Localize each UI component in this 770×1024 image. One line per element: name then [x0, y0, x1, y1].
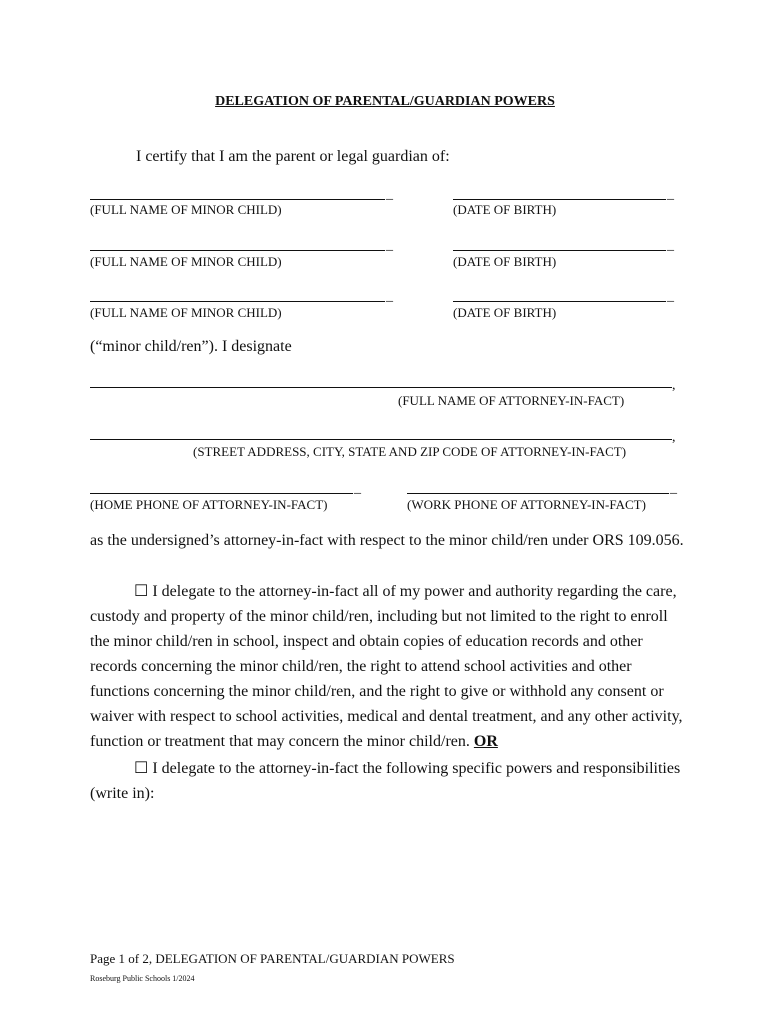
option-2-text: I delegate to the attorney-in-fact the following specific powers and responsibilities (write in): [90, 760, 681, 802]
child-2-dob-line[interactable] [453, 250, 666, 251]
child-3-dob-label: (DATE OF BIRTH) [453, 305, 557, 320]
attorney-address-label: (STREET ADDRESS, CITY, STATE AND ZIP CODE OF ATTORNEY-IN-FACT) [193, 444, 627, 459]
undersigned-paragraph: as the undersigned’s attorney-in-fact with respect to the minor child/ren under ORS 109.056. [90, 532, 684, 549]
document-page: DELEGATION OF PARENTAL/GUARDIAN POWERS I certify that I am the parent or legal guardian of: _ _ (FULL NAME OF MINOR CHILD) (DATE OF BIRTH) _ _ (FULL NAME OF MINOR CHILD) (DATE OF BIRTH) _ _ (FULL NAME OF MINOR CHILD) (DATE OF BIRTH) (“minor child/ren”). I designate , (FULL NAME OF ATTORNEY-IN-FACT) , (STREET ADDRESS, CITY, STATE AND ZIP CODE OF ATTORNEY-IN-FACT) _ _ (HOME PHONE OF ATTORNEY-IN-FACT) (WORK PHONE OF ATTORNEY-IN-FACT) as the undersigned’s attorney-in-fact with respect to the minor child/ren under ORS 109.056. ☐ I delegate to the attorney-in-fact all of my power and authority regarding the care, custody and property of the minor child/ren, including but not limited to the right to enroll the minor child/ren in school, inspect and obtain copies of education records and other records concerning the minor child/ren, the right to attend school activities and other functions concerning the minor child/ren, and the right to give or withhold any consent or waiver with respect to school activities, medical and dental treatment, and any other activity, function or treatment that may concern the minor child/ren. OR ☐ I delegate to the attorney-in-fact the following specific powers and responsibilities (write in): Page 1 of 2, DELEGATION OF PARENTAL/GUARDIAN POWERS Roseburg Public Schools 1/2024 [0, 0, 770, 1024]
revision-note: Roseburg Public Schools 1/2024 [90, 974, 195, 983]
child-1-name-line[interactable] [90, 199, 385, 200]
option-2-checkbox[interactable]: ☐ [134, 760, 149, 777]
child-3-dob-line[interactable] [453, 301, 666, 302]
child-1-dob-label: (DATE OF BIRTH) [453, 202, 557, 217]
attorney-name-label: (FULL NAME OF ATTORNEY-IN-FACT) [398, 393, 625, 408]
child-2-name-label: (FULL NAME OF MINOR CHILD) [90, 254, 282, 269]
attorney-address-line[interactable] [90, 439, 672, 440]
child-3-name-label: (FULL NAME OF MINOR CHILD) [90, 305, 282, 320]
work-phone-label: (WORK PHONE OF ATTORNEY-IN-FACT) [407, 497, 646, 512]
page-footer: Page 1 of 2, DELEGATION OF PARENTAL/GUARDIAN POWERS [90, 951, 455, 966]
option-1-text: I delegate to the attorney-in-fact all of my power and authority regarding the care, custody and property of the minor child/ren, including but not limited to the right to enroll the minor child/ren in school, inspect and obtain copies of education records and other records concerning the minor child/ren, the right to attend school activities and other functions concerning the minor child/ren, and the right to give or withhold any consent or waiver with respect to school activities, medical and dental treatment, and any other activity, function or treatment that may concern the minor child/ren. [90, 583, 683, 750]
option-1-checkbox[interactable]: ☐ [134, 583, 149, 600]
designate-statement: (“minor child/ren”). I designate [90, 338, 292, 355]
child-3-name-line[interactable] [90, 301, 385, 302]
option-1-paragraph [90, 579, 690, 754]
option-2-paragraph [90, 756, 690, 806]
attorney-name-line[interactable] [90, 387, 672, 388]
child-2-dob-label: (DATE OF BIRTH) [453, 254, 557, 269]
page-title: DELEGATION OF PARENTAL/GUARDIAN POWERS [215, 94, 555, 109]
work-phone-line[interactable] [407, 493, 669, 494]
home-phone-label: (HOME PHONE OF ATTORNEY-IN-FACT) [90, 497, 328, 512]
certify-statement: I certify that I am the parent or legal guardian of: [136, 148, 450, 165]
child-1-dob-line[interactable] [453, 199, 666, 200]
child-2-name-line[interactable] [90, 250, 385, 251]
home-phone-line[interactable] [90, 493, 353, 494]
or-text: OR [473, 733, 498, 750]
child-1-name-label: (FULL NAME OF MINOR CHILD) [90, 202, 282, 217]
